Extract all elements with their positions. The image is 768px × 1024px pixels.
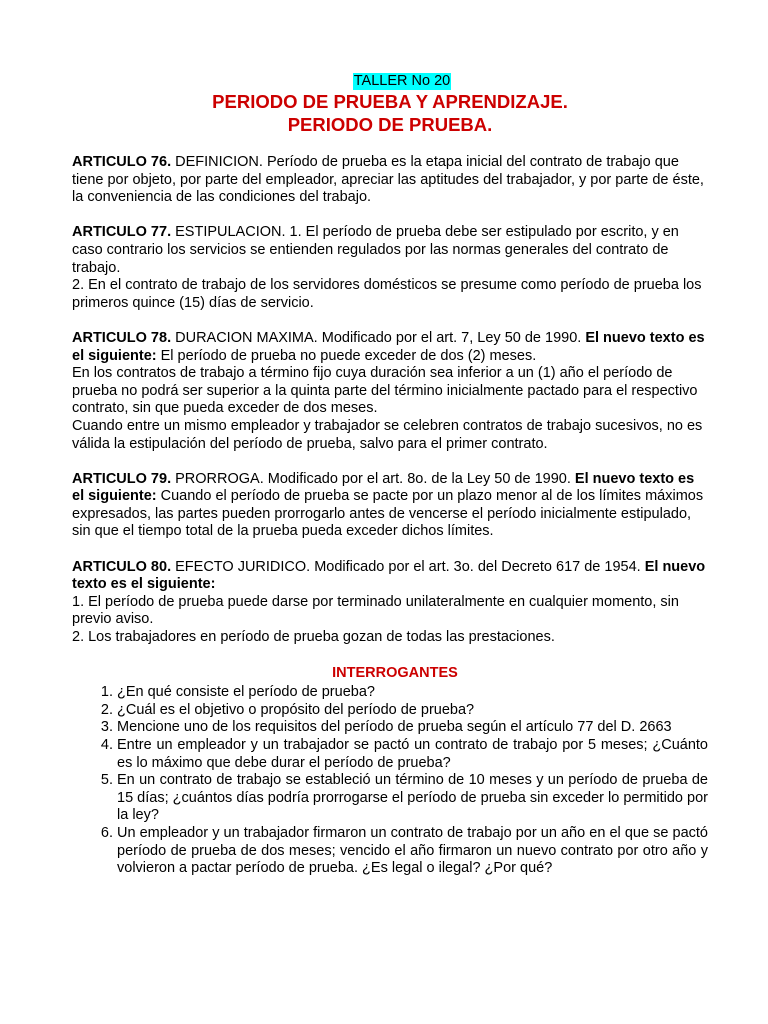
article-76-text: DEFINICION. Período de prueba es la etapa inicial del contrato de trabajo que tiene por objeto, por parte del empleador, apreciar las aptitudes del trabajador, y por parte de éste, la conveniencia de las condiciones del trabajo. (72, 154, 704, 206)
article-80-paragraph (72, 559, 708, 594)
question-item-4: 4. Entre un empleador y un trabajador se pactó un contrato de trabajo por 5 meses; ¿Cuánto es lo máximo que debe durar el período de prueba? (117, 737, 708, 772)
interrogantes-heading: INTERROGANTES (332, 665, 458, 682)
article-77-text: ESTIPULACION. 1. El período de prueba debe ser estipulado por escrito, y en caso contrario los servicios se entienden regulados por las normas generales del contrato de trabajo. (72, 224, 679, 276)
article-77 (72, 224, 708, 312)
article-80 (72, 559, 708, 647)
article-79-text: PRORROGA. Modificado por el art. 8o. de la Ley 50 de 1990. (171, 470, 575, 487)
article-78-paragraph-3: Cuando entre un mismo empleador y trabajador se celebren contratos de trabajo sucesivos, no es válida la estipulación del período de prueba, salvo para el primer contrato. (72, 417, 703, 452)
question-item-2: 2. ¿Cuál es el objetivo o propósito del período de prueba? (117, 702, 708, 720)
article-77-label: ARTICULO 77. (72, 224, 172, 241)
article-80-text: EFECTO JURIDICO. Modificado por el art. 3o. del Decreto 617 de 1954. (171, 558, 645, 575)
document-header (72, 72, 708, 136)
article-76-paragraph (72, 154, 708, 207)
article-79-bold: El nuevo texto es el siguiente: (72, 470, 695, 505)
question-item-1: 1. ¿En qué consiste el período de prueba? (117, 684, 708, 702)
article-78-bold: El nuevo texto es el siguiente: (72, 329, 705, 364)
article-80-paragraph-2: 1. El período de prueba puede darse por terminado unilateralmente en cualquier momento, sin previo aviso. (72, 593, 679, 628)
workshop-tag: TALLER No 20 (353, 73, 451, 89)
article-78-paragraph-2: En los contratos de trabajo a término fijo cuya duración sea inferior a un (1) año el período de prueba no podrá ser superior a la quinta parte del término inicialmente pactado para el respectivo contrato, sin que pueda exceder de dos meses. (72, 365, 698, 417)
article-79 (72, 471, 708, 541)
article-77-paragraph-2: 2. En el contrato de trabajo de los servidores domésticos se presume como período de prueba los primeros quince (15) días de servicio. (72, 277, 702, 311)
question-item-6: 6. Un empleador y un trabajador firmaron un contrato de trabajo por un año en el que se pactó período de prueba de dos meses; vencido el año firmaron un nuevo contrato por otro año y volvieron a pactar período de prueba. ¿Es legal o ilegal? ¿Por qué? (117, 825, 708, 878)
article-80-bold: El nuevo texto es el siguiente: (72, 558, 706, 593)
article-77-paragraph (72, 224, 708, 277)
article-78 (72, 330, 708, 453)
article-78-label: ARTICULO 78. (72, 329, 172, 346)
article-78-text: DURACION MAXIMA. Modificado por el art. 7, Ley 50 de 1990. (171, 329, 586, 346)
article-76 (72, 154, 708, 207)
article-78-paragraph (72, 330, 708, 365)
article-79-text-2: Cuando el período de prueba se pacte por un plazo menor al de los límites máximos expresados, las partes pueden prorrogarlo antes de vencerse el período inicialmente estipulado, sin que el tiempo total de la prueba pueda exceder dichos límites. (72, 488, 704, 540)
question-item-3: 3. Mencione uno de los requisitos del período de prueba según el artículo 77 del D. 2663 (117, 719, 708, 737)
article-80-label: ARTICULO 80. (72, 558, 172, 575)
questions-list (72, 684, 708, 878)
article-79-paragraph (72, 471, 708, 541)
article-76-label: ARTICULO 76. (72, 154, 172, 170)
title-line-2: PERIODO DE PRUEBA. (287, 114, 493, 135)
article-79-label: ARTICULO 79. (72, 470, 172, 487)
question-item-5: 5. En un contrato de trabajo se estableció un término de 10 meses y un período de prueba de 15 días; ¿cuántos días podría prorrogarse el período de prueba sin exceder lo permitido por la ley? (117, 772, 708, 825)
article-78-text-2: El período de prueba no puede exceder de dos (2) meses. (156, 347, 537, 364)
article-80-paragraph-3: 2. Los trabajadores en período de prueba gozan de todas las prestaciones. (72, 629, 555, 646)
title-line-1: PERIODO DE PRUEBA Y APRENDIZAJE. (212, 91, 568, 112)
